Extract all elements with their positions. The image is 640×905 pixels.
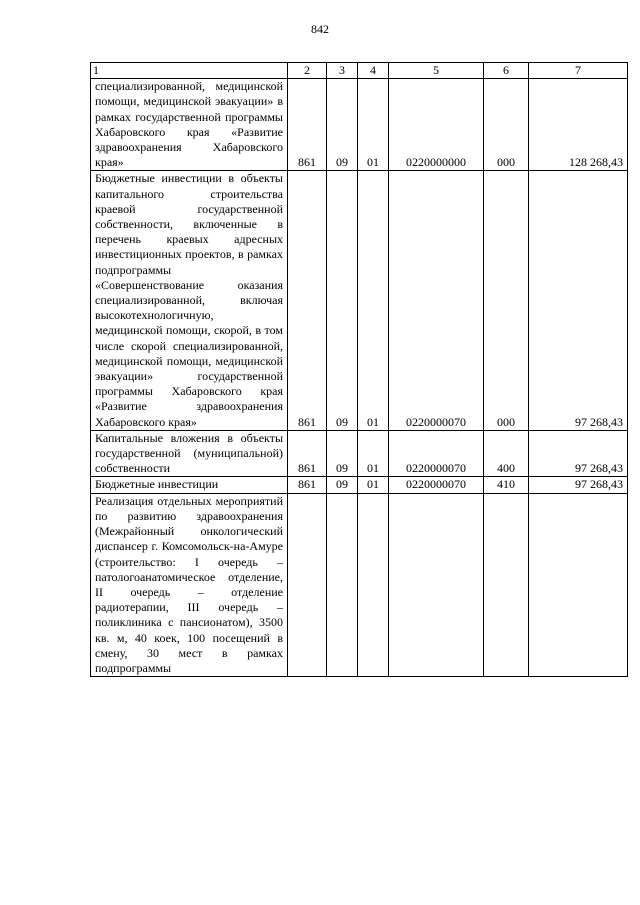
- column-header: 4: [358, 63, 389, 79]
- row-name: Реализация отдельных мероприятий по развитию здравоохранения (Межрайонный онкологический диспансер г. Комсомольск-на-Амуре (строительство: I очередь – патологоанатомическое отделение, II очередь – отделение радиотерапии, III очередь – поликлиника с пансионатом), 3500 кв. м, 40 коек, 100 посещений в смену, 30 мест в рамках подпрограммы: [91, 493, 288, 676]
- row-pr: 01: [358, 79, 389, 171]
- row-vr: 410: [484, 477, 529, 493]
- table-row: [91, 477, 628, 493]
- row-csr: [389, 493, 484, 676]
- row-pr: 01: [358, 430, 389, 477]
- row-rz: 09: [327, 171, 358, 430]
- row-grbs: 861: [288, 477, 327, 493]
- row-vr: 000: [484, 79, 529, 171]
- row-grbs: 861: [288, 430, 327, 477]
- row-name: Бюджетные инвестиции: [91, 477, 288, 493]
- table-header-row: [91, 63, 628, 79]
- column-header: 5: [389, 63, 484, 79]
- row-csr: 0220000000: [389, 79, 484, 171]
- row-sum: 128 268,43: [529, 79, 628, 171]
- row-pr: 01: [358, 477, 389, 493]
- row-pr: 01: [358, 171, 389, 430]
- row-csr: 0220000070: [389, 171, 484, 430]
- column-header: 1: [91, 63, 288, 79]
- table-row: [91, 79, 628, 171]
- table-row: [91, 171, 628, 430]
- row-vr: 000: [484, 171, 529, 430]
- column-header: 6: [484, 63, 529, 79]
- row-name: специализированной, медицинской помощи, медицинской эвакуации» в рамках государственной программы Хабаровского края «Развитие здравоохранения Хабаровского края»: [91, 79, 288, 171]
- row-grbs: 861: [288, 171, 327, 430]
- row-rz: 09: [327, 430, 358, 477]
- table-row: [91, 493, 628, 676]
- row-csr: 0220000070: [389, 477, 484, 493]
- row-grbs: 861: [288, 79, 327, 171]
- row-sum: 97 268,43: [529, 477, 628, 493]
- row-vr: [484, 493, 529, 676]
- page-number: 842: [311, 22, 329, 36]
- row-pr: [358, 493, 389, 676]
- table-row: [91, 430, 628, 477]
- row-rz: 09: [327, 477, 358, 493]
- column-header: 7: [529, 63, 628, 79]
- row-grbs: [288, 493, 327, 676]
- row-csr: 0220000070: [389, 430, 484, 477]
- row-name: Капитальные вложения в объекты государственной (муниципальной) собственности: [91, 430, 288, 477]
- row-sum: [529, 493, 628, 676]
- row-sum: 97 268,43: [529, 430, 628, 477]
- column-header: 3: [327, 63, 358, 79]
- row-sum: 97 268,43: [529, 171, 628, 430]
- row-vr: 400: [484, 430, 529, 477]
- budget-table: [90, 62, 628, 677]
- row-name: Бюджетные инвестиции в объекты капитального строительства краевой государственной собственности, включенные в перечень краевых адресных инвестиционных проектов, в рамках подпрограммы «Совершенствование оказания специализированной, включая высокотехнологичную, медицинской помощи, скорой, в том числе скорой специализированной, медицинской помощи, медицинской эвакуации» государственной программы Хабаровского края «Развитие здравоохранения Хабаровского края»: [91, 171, 288, 430]
- row-rz: 09: [327, 79, 358, 171]
- column-header: 2: [288, 63, 327, 79]
- row-rz: [327, 493, 358, 676]
